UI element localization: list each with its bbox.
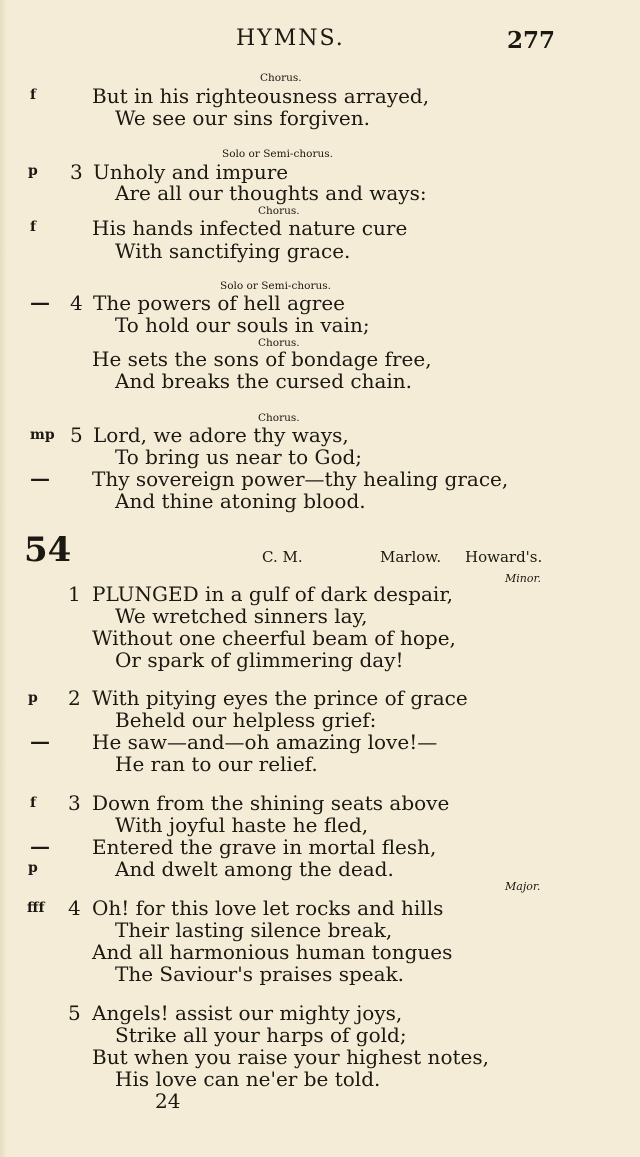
dynamic-mark: p: [28, 690, 38, 706]
verse-line: He ran to our relief.: [115, 752, 318, 776]
verse-line: Unholy and impure: [93, 160, 289, 184]
verse-number: 4: [68, 896, 81, 920]
verse-line: Are all our thoughts and ways:: [115, 181, 427, 205]
chorus-label: Chorus.: [258, 205, 300, 217]
verse-line: But in his righteousness arrayed,: [92, 84, 430, 108]
dynamic-mark: fff: [27, 900, 45, 916]
chorus-label: Chorus.: [258, 337, 300, 349]
verse-number: 3: [68, 791, 81, 815]
verse-line: Thy sovereign power—thy healing grace,: [92, 467, 509, 491]
verse-line: We see our sins forgiven.: [115, 106, 370, 130]
solo-label: Solo or Semi-chorus.: [220, 280, 331, 292]
hymn-composer: Howard's.: [465, 548, 543, 566]
verse-line: The Saviour's praises speak.: [115, 962, 405, 986]
dynamic-mark: f: [30, 795, 37, 811]
verse-line: Down from the shining seats above: [92, 791, 450, 815]
verse-line: Without one cheerful beam of hope,: [92, 626, 456, 650]
verse-line: With pitying eyes the prince of grace: [92, 686, 468, 710]
verse-number: 5: [68, 1001, 81, 1025]
dynamic-mark: mp: [30, 427, 55, 443]
verse-line: He saw—and—oh amazing love!—: [92, 730, 438, 754]
chorus-label: Chorus.: [258, 412, 300, 424]
verse-line: Beheld our helpless grief:: [115, 708, 377, 732]
verse-number: 1: [68, 582, 81, 606]
verse-line: We wretched sinners lay,: [115, 604, 368, 628]
dynamic-mark: —: [30, 466, 50, 490]
dynamic-mark: f: [30, 87, 37, 103]
verse-line: With joyful haste he fled,: [115, 813, 369, 837]
page-edge-shadow: [0, 0, 7, 1157]
running-title: HYMNS.: [236, 26, 345, 51]
verse-line: To bring us near to God;: [115, 445, 363, 469]
verse-line: But when you raise your highest notes,: [92, 1045, 489, 1069]
dynamic-mark: —: [30, 290, 50, 314]
dynamic-mark: p: [28, 163, 38, 179]
verse-line: And breaks the cursed chain.: [115, 369, 413, 393]
hymn-meter: C. M.: [262, 548, 303, 566]
verse-line: Oh! for this love let rocks and hills: [92, 896, 444, 920]
verse-number: 3: [70, 160, 83, 184]
chorus-label: Chorus.: [260, 72, 302, 84]
page-number: 277: [507, 27, 556, 54]
verse-line: PLUNGED in a gulf of dark despair,: [92, 582, 454, 606]
verse-line: With sanctifying grace.: [115, 239, 351, 263]
signature-mark: 24: [155, 1089, 181, 1113]
verse-line: And dwelt among the dead.: [115, 857, 394, 881]
verse-line: Entered the grave in mortal flesh,: [92, 835, 437, 859]
key-minor-label: Minor.: [505, 572, 542, 585]
verse-line: The powers of hell agree: [93, 291, 346, 315]
verse-line: Or spark of glimmering day!: [115, 648, 404, 672]
dynamic-mark: f: [30, 219, 37, 235]
dynamic-mark: p: [28, 860, 38, 876]
verse-number: 5: [70, 423, 83, 447]
verse-line: And all harmonious human tongues: [92, 940, 453, 964]
verse-line: His love can ne'er be told.: [115, 1067, 381, 1091]
verse-line: His hands infected nature cure: [92, 216, 408, 240]
hymn-number: 54: [24, 530, 72, 570]
verse-line: Strike all your harps of gold;: [115, 1023, 407, 1047]
verse-number: 2: [68, 686, 81, 710]
hymn-tune: Marlow.: [380, 548, 442, 566]
verse-line: Their lasting silence break,: [115, 918, 393, 942]
verse-number: 4: [70, 291, 83, 315]
solo-label: Solo or Semi-chorus.: [222, 148, 333, 160]
verse-line: Lord, we adore thy ways,: [93, 423, 349, 447]
verse-line: Angels! assist our mighty joys,: [92, 1001, 403, 1025]
dynamic-mark: —: [30, 834, 50, 858]
verse-line: And thine atoning blood.: [115, 489, 366, 513]
verse-line: To hold our souls in vain;: [115, 313, 370, 337]
key-major-label: Major.: [505, 880, 541, 893]
verse-line: He sets the sons of bondage free,: [92, 347, 432, 371]
dynamic-mark: —: [30, 729, 50, 753]
